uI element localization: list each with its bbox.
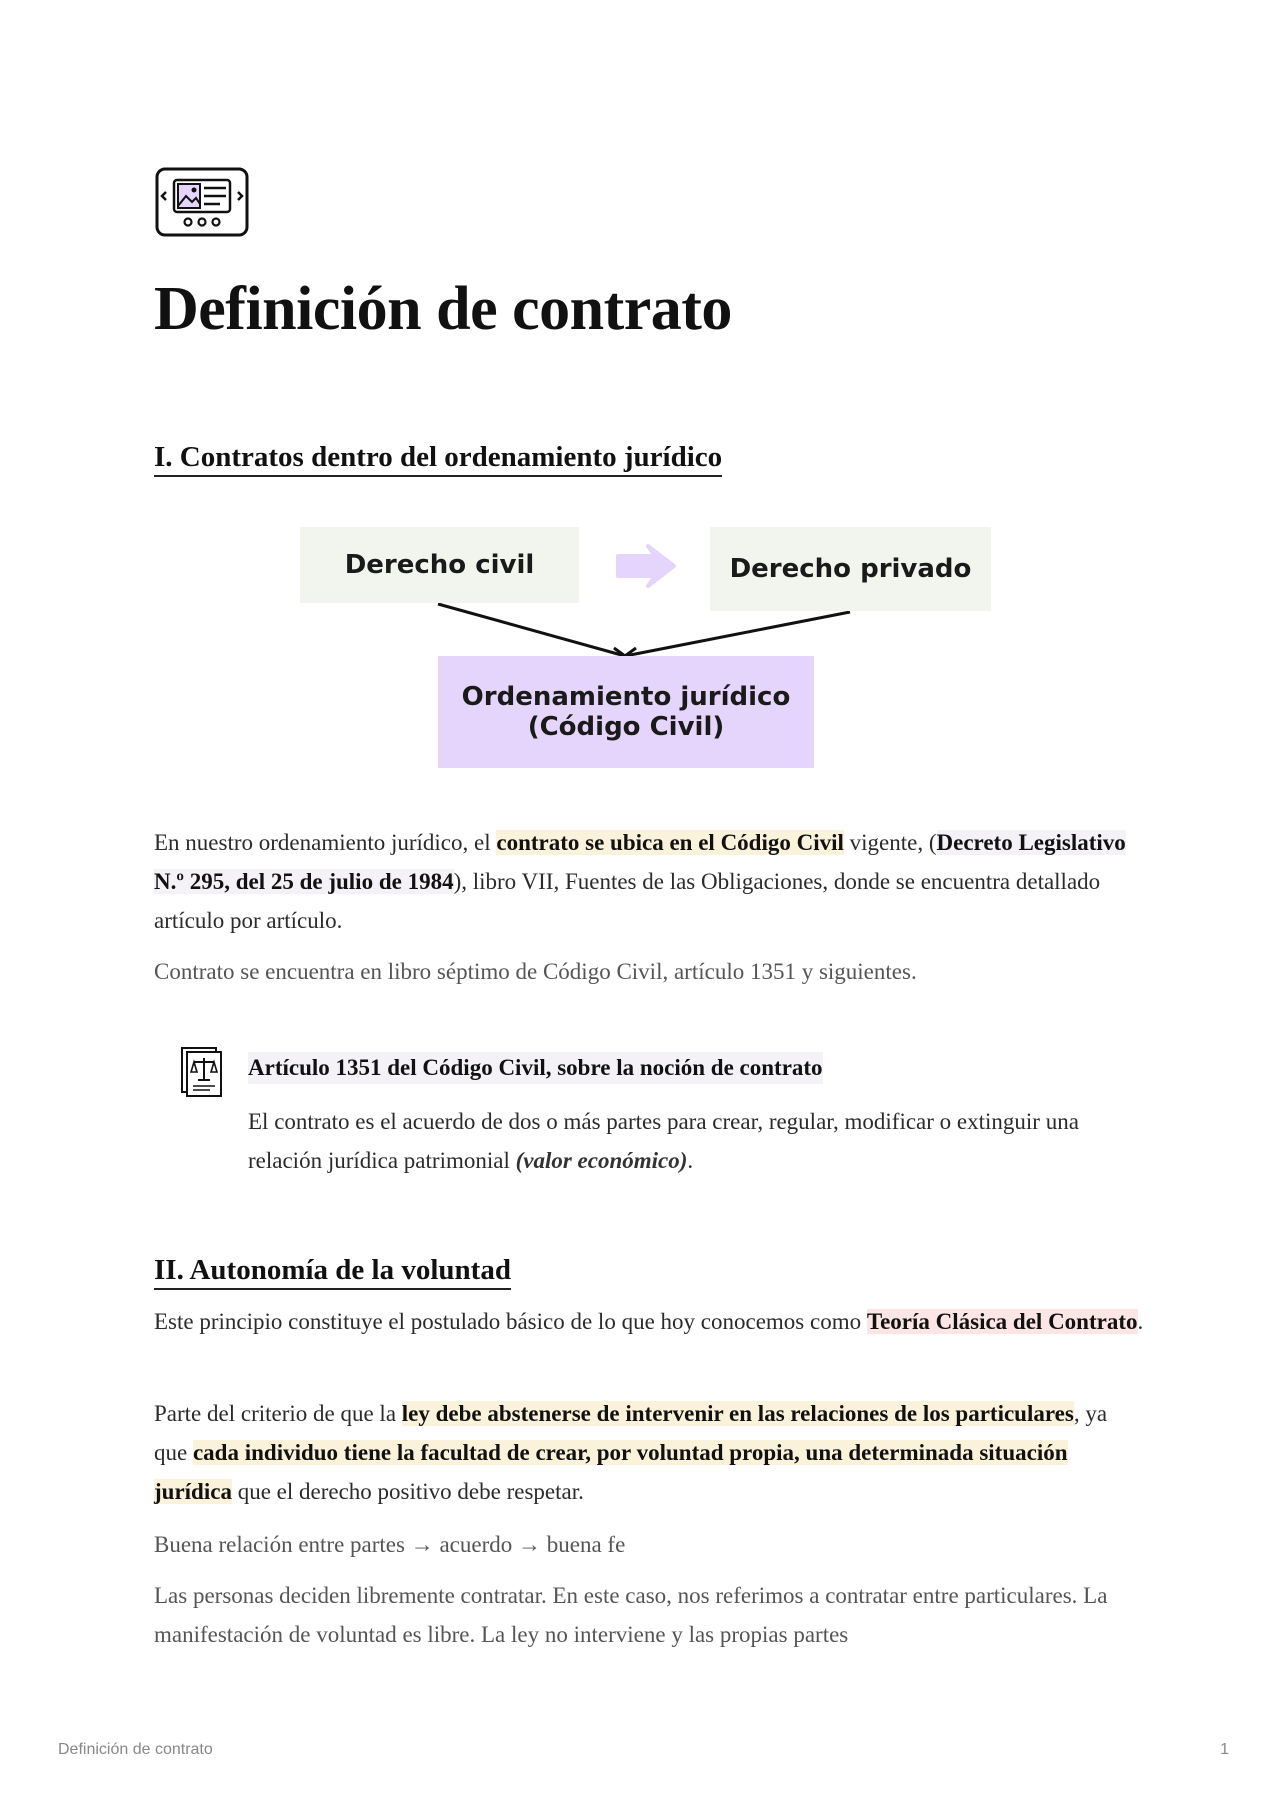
text-run: El contrato es el acuerdo de dos o más partes para crear, regular, modificar o extinguir una relación jurídica patrimonial	[248, 1109, 1079, 1173]
diagram-box-label-line2: (Código Civil)	[527, 712, 725, 742]
highlight-text: ley debe abstenerse de intervenir en las relaciones de los particulares	[401, 1401, 1074, 1426]
text-run: que el derecho positivo debe respetar.	[231, 1479, 584, 1504]
highlight-text: Teoría Clásica del Contrato	[866, 1309, 1138, 1334]
section-heading-autonomia: II. Autonomía de la voluntad	[154, 1253, 511, 1290]
footer-page-number: 1	[1220, 1741, 1229, 1758]
text-run: , ya que	[154, 1401, 1108, 1465]
paragraph-libro-septimo: Contrato se encuentra en libro séptimo de Código Civil, artículo 1351 y siguientes.	[154, 959, 917, 984]
diagram-arrow-right-icon	[618, 546, 674, 586]
legal-document-icon	[180, 1046, 224, 1098]
section-heading-contratos: I. Contratos dentro del ordenamiento jurídico	[154, 440, 722, 477]
web-page-icon	[154, 166, 250, 238]
paragraph-ubicacion	[154, 823, 1144, 940]
text-run: .	[1137, 1309, 1144, 1334]
diagram-connector-right	[625, 612, 850, 656]
diagram-box-derecho-civil	[300, 527, 579, 603]
highlight-text: cada individuo tiene la facultad de crear, por voluntad propia, una determinada situación jurídica	[154, 1440, 1068, 1504]
diagram-box-ordenamiento	[438, 656, 814, 768]
text-run: En nuestro ordenamiento jurídico, el	[154, 830, 497, 855]
text-run: Este principio constituye el postulado básico de lo que hoy conocemos como	[154, 1309, 867, 1334]
callout-body	[248, 1102, 1118, 1180]
diagram-box-label-line1: Ordenamiento jurídico	[461, 682, 791, 712]
highlight-text: contrato se ubica en el Código Civil	[496, 830, 844, 855]
text-run: ), libro VII, Fuentes de las Obligaciones, donde se encuentra detallado artículo por artículo.	[154, 869, 1101, 933]
paragraph-teoria-clasica	[154, 1302, 1144, 1341]
diagram-box-label: Derecho privado	[729, 554, 972, 584]
footer-document-title: Definición de contrato	[58, 1741, 213, 1758]
highlight-text: Decreto Legislativo N.º 295, del 25 de julio de 1984	[154, 830, 1126, 894]
paragraph-criterio	[154, 1394, 1144, 1511]
text-run: .	[687, 1148, 694, 1173]
text-run: Parte del criterio de que la	[154, 1401, 402, 1426]
diagram-box-derecho-privado	[710, 527, 991, 611]
page-title: Definición de contrato	[154, 275, 732, 343]
paragraph-buena-relacion: Buena relación entre partes → acuerdo → buena fe	[154, 1532, 626, 1557]
diagram-connector-left	[438, 604, 625, 656]
text-run: vigente, (	[843, 830, 937, 855]
diagram-box-label: Derecho civil	[344, 550, 535, 580]
paragraph-personas: Las personas deciden libremente contratar. En este caso, nos referimos a contratar entre particulares. La manifestación de voluntad es libre. La ley no interviene y las propias partes	[154, 1583, 1108, 1647]
emphasis-text: (valor económico)	[515, 1148, 688, 1173]
callout-title: Artículo 1351 del Código Civil, sobre la noción de contrato	[248, 1052, 823, 1084]
